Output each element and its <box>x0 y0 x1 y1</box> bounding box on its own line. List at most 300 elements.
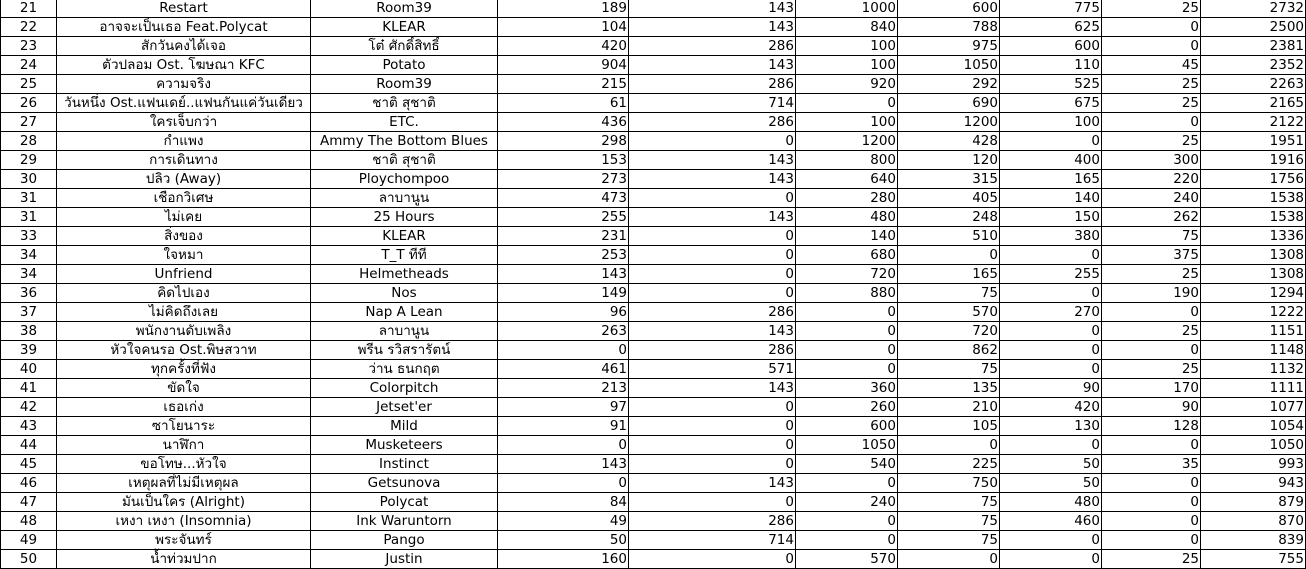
score-cell-2[interactable]: 0 <box>629 265 796 284</box>
rank-cell[interactable]: 33 <box>1 227 57 246</box>
total-cell[interactable]: 2165 <box>1201 94 1306 113</box>
score-cell-6[interactable]: 128 <box>1102 417 1201 436</box>
rank-cell[interactable]: 42 <box>1 398 57 417</box>
score-cell-3[interactable]: 1000 <box>796 0 898 18</box>
song-title-cell[interactable]: ใครเจ็บกว่า <box>57 113 311 132</box>
score-cell-3[interactable]: 800 <box>796 151 898 170</box>
score-cell-5[interactable]: 0 <box>1000 436 1102 455</box>
score-cell-3[interactable]: 720 <box>796 265 898 284</box>
score-cell-2[interactable]: 286 <box>629 303 796 322</box>
score-cell-3[interactable]: 540 <box>796 455 898 474</box>
score-cell-6[interactable]: 0 <box>1102 436 1201 455</box>
score-cell-4[interactable]: 1050 <box>898 56 1000 75</box>
total-cell[interactable]: 870 <box>1201 512 1306 531</box>
score-cell-5[interactable]: 675 <box>1000 94 1102 113</box>
artist-cell[interactable]: Musketeers <box>311 436 498 455</box>
total-cell[interactable]: 2263 <box>1201 75 1306 94</box>
score-cell-2[interactable]: 143 <box>629 0 796 18</box>
total-cell[interactable]: 2352 <box>1201 56 1306 75</box>
rank-cell[interactable]: 46 <box>1 474 57 493</box>
score-cell-1[interactable]: 149 <box>498 284 629 303</box>
score-cell-4[interactable]: 788 <box>898 18 1000 37</box>
score-cell-4[interactable]: 225 <box>898 455 1000 474</box>
score-cell-3[interactable]: 360 <box>796 379 898 398</box>
score-cell-3[interactable]: 100 <box>796 37 898 56</box>
rank-cell[interactable]: 31 <box>1 189 57 208</box>
artist-cell[interactable]: Getsunova <box>311 474 498 493</box>
score-cell-6[interactable]: 0 <box>1102 531 1201 550</box>
score-cell-1[interactable]: 189 <box>498 0 629 18</box>
score-cell-4[interactable]: 0 <box>898 550 1000 569</box>
score-cell-1[interactable]: 91 <box>498 417 629 436</box>
score-cell-1[interactable]: 143 <box>498 265 629 284</box>
total-cell[interactable]: 1148 <box>1201 341 1306 360</box>
score-cell-1[interactable]: 96 <box>498 303 629 322</box>
score-cell-5[interactable]: 0 <box>1000 284 1102 303</box>
score-cell-4[interactable]: 165 <box>898 265 1000 284</box>
rank-cell[interactable]: 43 <box>1 417 57 436</box>
score-cell-3[interactable]: 570 <box>796 550 898 569</box>
score-cell-5[interactable]: 110 <box>1000 56 1102 75</box>
song-title-cell[interactable]: เธอเก่ง <box>57 398 311 417</box>
score-cell-6[interactable]: 0 <box>1102 474 1201 493</box>
score-cell-4[interactable]: 862 <box>898 341 1000 360</box>
artist-cell[interactable]: 25 Hours <box>311 208 498 227</box>
score-cell-5[interactable]: 0 <box>1000 531 1102 550</box>
artist-cell[interactable]: KLEAR <box>311 227 498 246</box>
score-cell-3[interactable]: 0 <box>796 341 898 360</box>
total-cell[interactable]: 1538 <box>1201 208 1306 227</box>
score-cell-6[interactable]: 90 <box>1102 398 1201 417</box>
total-cell[interactable]: 943 <box>1201 474 1306 493</box>
score-cell-4[interactable]: 120 <box>898 151 1000 170</box>
total-cell[interactable]: 2381 <box>1201 37 1306 56</box>
score-cell-1[interactable]: 263 <box>498 322 629 341</box>
score-cell-5[interactable]: 165 <box>1000 170 1102 189</box>
score-cell-2[interactable]: 0 <box>629 189 796 208</box>
total-cell[interactable]: 1077 <box>1201 398 1306 417</box>
score-cell-3[interactable]: 680 <box>796 246 898 265</box>
song-title-cell[interactable]: หัวใจคนรอ Ost.พิษสวาท <box>57 341 311 360</box>
score-cell-4[interactable]: 75 <box>898 360 1000 379</box>
score-cell-2[interactable]: 0 <box>629 436 796 455</box>
score-cell-5[interactable]: 625 <box>1000 18 1102 37</box>
total-cell[interactable]: 755 <box>1201 550 1306 569</box>
score-cell-5[interactable]: 0 <box>1000 246 1102 265</box>
score-cell-5[interactable]: 100 <box>1000 113 1102 132</box>
score-cell-4[interactable]: 135 <box>898 379 1000 398</box>
score-cell-6[interactable]: 25 <box>1102 132 1201 151</box>
song-title-cell[interactable]: มันเป็นใคร (Alright) <box>57 493 311 512</box>
artist-cell[interactable]: ว่าน ธนกฤต <box>311 360 498 379</box>
score-cell-1[interactable]: 436 <box>498 113 629 132</box>
rank-cell[interactable]: 23 <box>1 37 57 56</box>
score-cell-3[interactable]: 240 <box>796 493 898 512</box>
score-cell-4[interactable]: 0 <box>898 436 1000 455</box>
artist-cell[interactable]: Ploychompoo <box>311 170 498 189</box>
score-cell-1[interactable]: 273 <box>498 170 629 189</box>
score-cell-6[interactable]: 0 <box>1102 18 1201 37</box>
score-cell-2[interactable]: 714 <box>629 94 796 113</box>
score-cell-2[interactable]: 286 <box>629 113 796 132</box>
score-cell-6[interactable]: 240 <box>1102 189 1201 208</box>
song-title-cell[interactable]: สิ่งของ <box>57 227 311 246</box>
score-cell-6[interactable]: 262 <box>1102 208 1201 227</box>
score-cell-2[interactable]: 0 <box>629 455 796 474</box>
score-cell-1[interactable]: 420 <box>498 37 629 56</box>
rank-cell[interactable]: 50 <box>1 550 57 569</box>
score-cell-3[interactable]: 920 <box>796 75 898 94</box>
artist-cell[interactable]: Mild <box>311 417 498 436</box>
song-title-cell[interactable]: การเดินทาง <box>57 151 311 170</box>
score-cell-6[interactable]: 25 <box>1102 550 1201 569</box>
song-title-cell[interactable]: ขอโทษ...หัวใจ <box>57 455 311 474</box>
score-cell-5[interactable]: 0 <box>1000 360 1102 379</box>
score-cell-1[interactable]: 0 <box>498 436 629 455</box>
score-cell-5[interactable]: 0 <box>1000 322 1102 341</box>
score-cell-5[interactable]: 400 <box>1000 151 1102 170</box>
rank-cell[interactable]: 49 <box>1 531 57 550</box>
artist-cell[interactable]: Ammy The Bottom Blues <box>311 132 498 151</box>
artist-cell[interactable]: Jetset'er <box>311 398 498 417</box>
score-cell-3[interactable]: 140 <box>796 227 898 246</box>
score-cell-1[interactable]: 50 <box>498 531 629 550</box>
score-cell-1[interactable]: 473 <box>498 189 629 208</box>
rank-cell[interactable]: 40 <box>1 360 57 379</box>
score-cell-4[interactable]: 75 <box>898 531 1000 550</box>
score-cell-4[interactable]: 600 <box>898 0 1000 18</box>
rank-cell[interactable]: 45 <box>1 455 57 474</box>
artist-cell[interactable]: Justin <box>311 550 498 569</box>
score-cell-2[interactable]: 143 <box>629 322 796 341</box>
artist-cell[interactable]: ชาติ สุชาติ <box>311 94 498 113</box>
total-cell[interactable]: 1054 <box>1201 417 1306 436</box>
artist-cell[interactable]: Instinct <box>311 455 498 474</box>
score-cell-3[interactable]: 0 <box>796 531 898 550</box>
total-cell[interactable]: 1111 <box>1201 379 1306 398</box>
artist-cell[interactable]: Polycat <box>311 493 498 512</box>
score-cell-3[interactable]: 640 <box>796 170 898 189</box>
score-cell-4[interactable]: 75 <box>898 512 1000 531</box>
artist-cell[interactable]: ลาบานูน <box>311 322 498 341</box>
total-cell[interactable]: 1294 <box>1201 284 1306 303</box>
rank-cell[interactable]: 48 <box>1 512 57 531</box>
rank-cell[interactable]: 37 <box>1 303 57 322</box>
score-cell-1[interactable]: 215 <box>498 75 629 94</box>
rank-cell[interactable]: 38 <box>1 322 57 341</box>
rank-cell[interactable]: 31 <box>1 208 57 227</box>
score-cell-1[interactable]: 153 <box>498 151 629 170</box>
score-cell-1[interactable]: 84 <box>498 493 629 512</box>
score-cell-4[interactable]: 510 <box>898 227 1000 246</box>
score-cell-1[interactable]: 143 <box>498 455 629 474</box>
score-cell-4[interactable]: 1200 <box>898 113 1000 132</box>
score-cell-1[interactable]: 97 <box>498 398 629 417</box>
artist-cell[interactable]: Pango <box>311 531 498 550</box>
score-cell-3[interactable]: 600 <box>796 417 898 436</box>
rank-cell[interactable]: 47 <box>1 493 57 512</box>
song-title-cell[interactable]: ตัวปลอม Ost. โฆษณา KFC <box>57 56 311 75</box>
score-cell-4[interactable]: 105 <box>898 417 1000 436</box>
score-cell-6[interactable]: 190 <box>1102 284 1201 303</box>
score-cell-6[interactable]: 0 <box>1102 37 1201 56</box>
song-title-cell[interactable]: เหงา เหงา (Insomnia) <box>57 512 311 531</box>
score-cell-5[interactable]: 775 <box>1000 0 1102 18</box>
score-cell-3[interactable]: 0 <box>796 322 898 341</box>
score-cell-2[interactable]: 286 <box>629 341 796 360</box>
score-cell-2[interactable]: 143 <box>629 208 796 227</box>
artist-cell[interactable]: Ink Waruntorn <box>311 512 498 531</box>
total-cell[interactable]: 839 <box>1201 531 1306 550</box>
score-cell-3[interactable]: 0 <box>796 303 898 322</box>
artist-cell[interactable]: Potato <box>311 56 498 75</box>
song-title-cell[interactable]: เหตุผลที่ไม่มีเหตุผล <box>57 474 311 493</box>
score-cell-6[interactable]: 0 <box>1102 512 1201 531</box>
artist-cell[interactable]: ลาบานูน <box>311 189 498 208</box>
rank-cell[interactable]: 24 <box>1 56 57 75</box>
score-cell-2[interactable]: 0 <box>629 398 796 417</box>
score-cell-3[interactable]: 1200 <box>796 132 898 151</box>
score-cell-3[interactable]: 840 <box>796 18 898 37</box>
score-cell-1[interactable]: 49 <box>498 512 629 531</box>
rank-cell[interactable]: 22 <box>1 18 57 37</box>
score-cell-5[interactable]: 150 <box>1000 208 1102 227</box>
score-cell-1[interactable]: 461 <box>498 360 629 379</box>
score-cell-5[interactable]: 50 <box>1000 455 1102 474</box>
rank-cell[interactable]: 30 <box>1 170 57 189</box>
score-cell-2[interactable]: 143 <box>629 474 796 493</box>
score-cell-6[interactable]: 25 <box>1102 0 1201 18</box>
total-cell[interactable]: 2732 <box>1201 0 1306 18</box>
score-cell-3[interactable]: 260 <box>796 398 898 417</box>
song-title-cell[interactable]: ทุกครั้งที่ฟัง <box>57 360 311 379</box>
artist-cell[interactable]: T_T ทีที <box>311 246 498 265</box>
total-cell[interactable]: 1050 <box>1201 436 1306 455</box>
artist-cell[interactable]: Colorpitch <box>311 379 498 398</box>
artist-cell[interactable]: Room39 <box>311 0 498 18</box>
score-cell-6[interactable]: 0 <box>1102 113 1201 132</box>
song-title-cell[interactable]: ไม่คิดถึงเลย <box>57 303 311 322</box>
score-cell-4[interactable]: 428 <box>898 132 1000 151</box>
song-title-cell[interactable]: เชือกวิเศษ <box>57 189 311 208</box>
score-cell-5[interactable]: 525 <box>1000 75 1102 94</box>
score-cell-1[interactable]: 904 <box>498 56 629 75</box>
total-cell[interactable]: 1151 <box>1201 322 1306 341</box>
song-title-cell[interactable]: พระจันทร์ <box>57 531 311 550</box>
rank-cell[interactable]: 27 <box>1 113 57 132</box>
score-cell-2[interactable]: 143 <box>629 56 796 75</box>
score-cell-3[interactable]: 0 <box>796 94 898 113</box>
rank-cell[interactable]: 21 <box>1 0 57 18</box>
score-cell-4[interactable]: 570 <box>898 303 1000 322</box>
score-cell-2[interactable]: 0 <box>629 132 796 151</box>
total-cell[interactable]: 1308 <box>1201 265 1306 284</box>
total-cell[interactable]: 1132 <box>1201 360 1306 379</box>
score-cell-2[interactable]: 0 <box>629 227 796 246</box>
score-cell-1[interactable]: 160 <box>498 550 629 569</box>
artist-cell[interactable]: Room39 <box>311 75 498 94</box>
score-cell-5[interactable]: 0 <box>1000 550 1102 569</box>
rank-cell[interactable]: 28 <box>1 132 57 151</box>
total-cell[interactable]: 1308 <box>1201 246 1306 265</box>
song-title-cell[interactable]: คิดไปเอง <box>57 284 311 303</box>
score-cell-4[interactable]: 75 <box>898 493 1000 512</box>
score-cell-2[interactable]: 0 <box>629 550 796 569</box>
score-cell-3[interactable]: 880 <box>796 284 898 303</box>
rank-cell[interactable]: 34 <box>1 265 57 284</box>
score-cell-6[interactable]: 0 <box>1102 303 1201 322</box>
artist-cell[interactable]: พรีน รวิสรารัตน์ <box>311 341 498 360</box>
score-cell-6[interactable]: 0 <box>1102 341 1201 360</box>
score-cell-6[interactable]: 300 <box>1102 151 1201 170</box>
score-cell-5[interactable]: 600 <box>1000 37 1102 56</box>
score-cell-4[interactable]: 315 <box>898 170 1000 189</box>
score-cell-5[interactable]: 255 <box>1000 265 1102 284</box>
artist-cell[interactable]: ชาติ สุชาติ <box>311 151 498 170</box>
score-cell-5[interactable]: 50 <box>1000 474 1102 493</box>
song-title-cell[interactable]: ใจหมา <box>57 246 311 265</box>
song-title-cell[interactable]: ซาโยนาระ <box>57 417 311 436</box>
score-cell-1[interactable]: 253 <box>498 246 629 265</box>
song-title-cell[interactable]: ปลิว (Away) <box>57 170 311 189</box>
artist-cell[interactable]: Nap A Lean <box>311 303 498 322</box>
artist-cell[interactable]: Helmetheads <box>311 265 498 284</box>
score-cell-3[interactable]: 100 <box>796 113 898 132</box>
score-cell-4[interactable]: 975 <box>898 37 1000 56</box>
score-cell-1[interactable]: 231 <box>498 227 629 246</box>
score-cell-2[interactable]: 143 <box>629 18 796 37</box>
total-cell[interactable]: 993 <box>1201 455 1306 474</box>
score-cell-6[interactable]: 25 <box>1102 322 1201 341</box>
rank-cell[interactable]: 36 <box>1 284 57 303</box>
song-title-cell[interactable]: ความจริง <box>57 75 311 94</box>
score-cell-3[interactable]: 1050 <box>796 436 898 455</box>
score-cell-6[interactable]: 25 <box>1102 94 1201 113</box>
song-title-cell[interactable]: ไม่เคย <box>57 208 311 227</box>
artist-cell[interactable]: KLEAR <box>311 18 498 37</box>
total-cell[interactable]: 879 <box>1201 493 1306 512</box>
song-title-cell[interactable]: สักวันคงได้เจอ <box>57 37 311 56</box>
score-cell-2[interactable]: 143 <box>629 170 796 189</box>
score-cell-5[interactable]: 380 <box>1000 227 1102 246</box>
score-cell-6[interactable]: 75 <box>1102 227 1201 246</box>
score-cell-3[interactable]: 280 <box>796 189 898 208</box>
score-cell-5[interactable]: 460 <box>1000 512 1102 531</box>
score-cell-4[interactable]: 750 <box>898 474 1000 493</box>
score-cell-1[interactable]: 0 <box>498 341 629 360</box>
score-cell-3[interactable]: 0 <box>796 360 898 379</box>
score-cell-1[interactable]: 213 <box>498 379 629 398</box>
artist-cell[interactable]: โต๋ ศักดิ์สิทธิ์ <box>311 37 498 56</box>
song-title-cell[interactable]: นาฬิกา <box>57 436 311 455</box>
score-cell-5[interactable]: 0 <box>1000 132 1102 151</box>
score-cell-2[interactable]: 571 <box>629 360 796 379</box>
score-cell-4[interactable]: 0 <box>898 246 1000 265</box>
score-cell-6[interactable]: 170 <box>1102 379 1201 398</box>
total-cell[interactable]: 1222 <box>1201 303 1306 322</box>
score-cell-2[interactable]: 0 <box>629 493 796 512</box>
rank-cell[interactable]: 41 <box>1 379 57 398</box>
score-cell-3[interactable]: 0 <box>796 474 898 493</box>
score-cell-6[interactable]: 0 <box>1102 493 1201 512</box>
rank-cell[interactable]: 34 <box>1 246 57 265</box>
score-cell-6[interactable]: 35 <box>1102 455 1201 474</box>
score-cell-6[interactable]: 25 <box>1102 75 1201 94</box>
score-cell-6[interactable]: 25 <box>1102 360 1201 379</box>
score-cell-6[interactable]: 25 <box>1102 265 1201 284</box>
rank-cell[interactable]: 25 <box>1 75 57 94</box>
score-cell-5[interactable]: 0 <box>1000 341 1102 360</box>
rank-cell[interactable]: 44 <box>1 436 57 455</box>
score-cell-4[interactable]: 75 <box>898 284 1000 303</box>
score-cell-2[interactable]: 714 <box>629 531 796 550</box>
score-cell-3[interactable]: 0 <box>796 512 898 531</box>
score-cell-6[interactable]: 45 <box>1102 56 1201 75</box>
score-cell-5[interactable]: 140 <box>1000 189 1102 208</box>
total-cell[interactable]: 1916 <box>1201 151 1306 170</box>
total-cell[interactable]: 1538 <box>1201 189 1306 208</box>
score-cell-3[interactable]: 480 <box>796 208 898 227</box>
score-cell-1[interactable]: 255 <box>498 208 629 227</box>
score-cell-6[interactable]: 375 <box>1102 246 1201 265</box>
song-title-cell[interactable]: ขัดใจ <box>57 379 311 398</box>
score-cell-6[interactable]: 220 <box>1102 170 1201 189</box>
score-cell-5[interactable]: 90 <box>1000 379 1102 398</box>
score-cell-4[interactable]: 210 <box>898 398 1000 417</box>
total-cell[interactable]: 2122 <box>1201 113 1306 132</box>
song-title-cell[interactable]: กำแพง <box>57 132 311 151</box>
total-cell[interactable]: 2500 <box>1201 18 1306 37</box>
song-title-cell[interactable]: Restart <box>57 0 311 18</box>
score-cell-2[interactable]: 0 <box>629 417 796 436</box>
score-cell-5[interactable]: 270 <box>1000 303 1102 322</box>
total-cell[interactable]: 1951 <box>1201 132 1306 151</box>
score-cell-3[interactable]: 100 <box>796 56 898 75</box>
score-cell-2[interactable]: 286 <box>629 37 796 56</box>
score-cell-5[interactable]: 480 <box>1000 493 1102 512</box>
score-cell-4[interactable]: 248 <box>898 208 1000 227</box>
rank-cell[interactable]: 29 <box>1 151 57 170</box>
score-cell-4[interactable]: 405 <box>898 189 1000 208</box>
song-title-cell[interactable]: น้ำท่วมปาก <box>57 550 311 569</box>
score-cell-5[interactable]: 130 <box>1000 417 1102 436</box>
score-cell-2[interactable]: 143 <box>629 379 796 398</box>
score-cell-4[interactable]: 720 <box>898 322 1000 341</box>
song-title-cell[interactable]: อาจจะเป็นเธอ Feat.Polycat <box>57 18 311 37</box>
score-cell-1[interactable]: 0 <box>498 474 629 493</box>
score-cell-5[interactable]: 420 <box>1000 398 1102 417</box>
score-cell-4[interactable]: 690 <box>898 94 1000 113</box>
rank-cell[interactable]: 39 <box>1 341 57 360</box>
total-cell[interactable]: 1336 <box>1201 227 1306 246</box>
score-cell-1[interactable]: 298 <box>498 132 629 151</box>
score-cell-2[interactable]: 0 <box>629 246 796 265</box>
song-title-cell[interactable]: วันหนึ่ง Ost.แฟนเดย์..แฟนกันแค่วันเดียว <box>57 94 311 113</box>
score-cell-2[interactable]: 0 <box>629 284 796 303</box>
score-cell-1[interactable]: 104 <box>498 18 629 37</box>
score-cell-1[interactable]: 61 <box>498 94 629 113</box>
score-cell-2[interactable]: 286 <box>629 512 796 531</box>
song-title-cell[interactable]: Unfriend <box>57 265 311 284</box>
score-cell-2[interactable]: 143 <box>629 151 796 170</box>
artist-cell[interactable]: Nos <box>311 284 498 303</box>
score-cell-4[interactable]: 292 <box>898 75 1000 94</box>
score-cell-2[interactable]: 286 <box>629 75 796 94</box>
total-cell[interactable]: 1756 <box>1201 170 1306 189</box>
rank-cell[interactable]: 26 <box>1 94 57 113</box>
artist-cell[interactable]: ETC. <box>311 113 498 132</box>
song-title-cell[interactable]: พนักงานดับเพลิง <box>57 322 311 341</box>
